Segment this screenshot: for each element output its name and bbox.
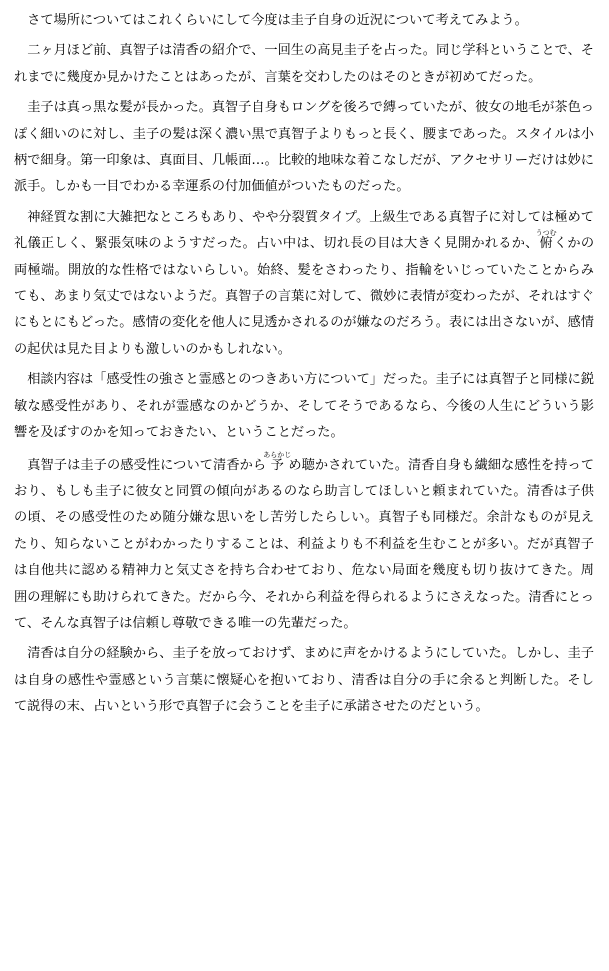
paragraph-6-text-b: め聴かされていた。清香自身も繊細な感性を持っており、もしも圭子に彼女と同質の傾向があるのなら助言してほしいと頼まれていた。清香は子供の頃、その感受性のため随分嫌な思いをし苦労したらしい。真智子も同様だ。余計なものが見えたり、知らないことがわかったりすることは、利益よりも不利益を生むことが多い。だが真智子は自他共に認める精神力と気丈さを持ち合わせており、危ない局面を幾度も切り抜けてきた。周囲の理解にも助けられてきた。だから今、それから利益を得られるようにさえなった。清香にとって、そんな真智子は信頼し尊敬できる唯一の先輩だった。	[14, 457, 595, 631]
document-body	[14, 8, 594, 725]
paragraph-5-text: 相談内容は「感受性の強さと霊感とのつきあい方について」だった。圭子には真智子と同様に鋭敏な感受性があり、それが霊感なのかどうか、そしてそうであるなら、今後の人生にどういう影響を及ぼすのかを知っておきたい、ということだった。	[14, 372, 594, 441]
ruby-arakajime-base: 予	[263, 457, 292, 473]
paragraph-3-text: 圭子は真っ黒な髪が長かった。真智子自身もロングを後ろで縛っていたが、彼女の地毛が茶色っぽく細いのに対し、圭子の髪は深く濃い黒で真智子よりもっと長く、腰まであった。スタイルは小柄で細身。第一印象は、真面目、几帳面…。比較的地味な着こなしだが、アクセサリーだけは妙に派手。しかも一目でわかる幸運系の付加価値がついたものだった。	[14, 100, 594, 195]
paragraph-4	[14, 205, 594, 363]
paragraph-7	[14, 641, 594, 720]
ruby-arakajime-reading: あらかじ	[263, 450, 292, 459]
ruby-utsumu-reading: うつむ	[535, 229, 557, 238]
paragraph-2-text: 二ヶ月ほど前、真智子は清香の紹介で、一回生の高見圭子を占った。同じ学科ということで、それまでに幾度か見かけたことはあったが、言葉を交わしたのはそのときが初めてだった。	[14, 43, 594, 85]
paragraph-2	[14, 38, 594, 91]
paragraph-4-text-a: 神経質な割に大雑把なところもあり、やや分裂質タイプ。上級生である真智子に対しては極めて礼儀正しく、緊張気味のようすだった。占い中は、切れ長の目は大きく見開かれるか、	[14, 209, 594, 252]
paragraph-6	[14, 451, 594, 638]
ruby-utsumu-base: 俯	[535, 236, 557, 252]
paragraph-3	[14, 95, 594, 201]
paragraph-7-text: 清香は自分の経験から、圭子を放っておけず、まめに声をかけるようにしていた。しかし、圭子は自身の感性や霊感という言葉に懐疑心を抱いており、清香は自分の手に余ると判断した。そして説得の末、占いという形で真智子に会うことを圭子に承諾させたのだという。	[14, 646, 594, 715]
ruby-arakajime	[263, 450, 292, 473]
paragraph-5	[14, 367, 594, 446]
paragraph-4-text-b: くかの両極端。開放的な性格ではないらしい。始終、髪をさわったり、指輪をいじっていたことからみても、あまり気丈ではないようだ。真智子の言葉に対して、微妙に表情が変わったが、それはすぐにもとにもどった。感情の変化を他人に見透かされるのが嫌なのだろう。表には出さないが、感情の起伏は見た目よりも激しいのかもしれない。	[14, 236, 595, 357]
ruby-utsumu	[535, 229, 557, 252]
paragraph-1-text: さて場所についてはこれくらいにして今度は圭子自身の近況について考えてみよう。	[27, 13, 528, 28]
paragraph-6-text-a: 真智子は圭子の感受性について清香から	[27, 457, 267, 473]
paragraph-1	[14, 8, 594, 34]
